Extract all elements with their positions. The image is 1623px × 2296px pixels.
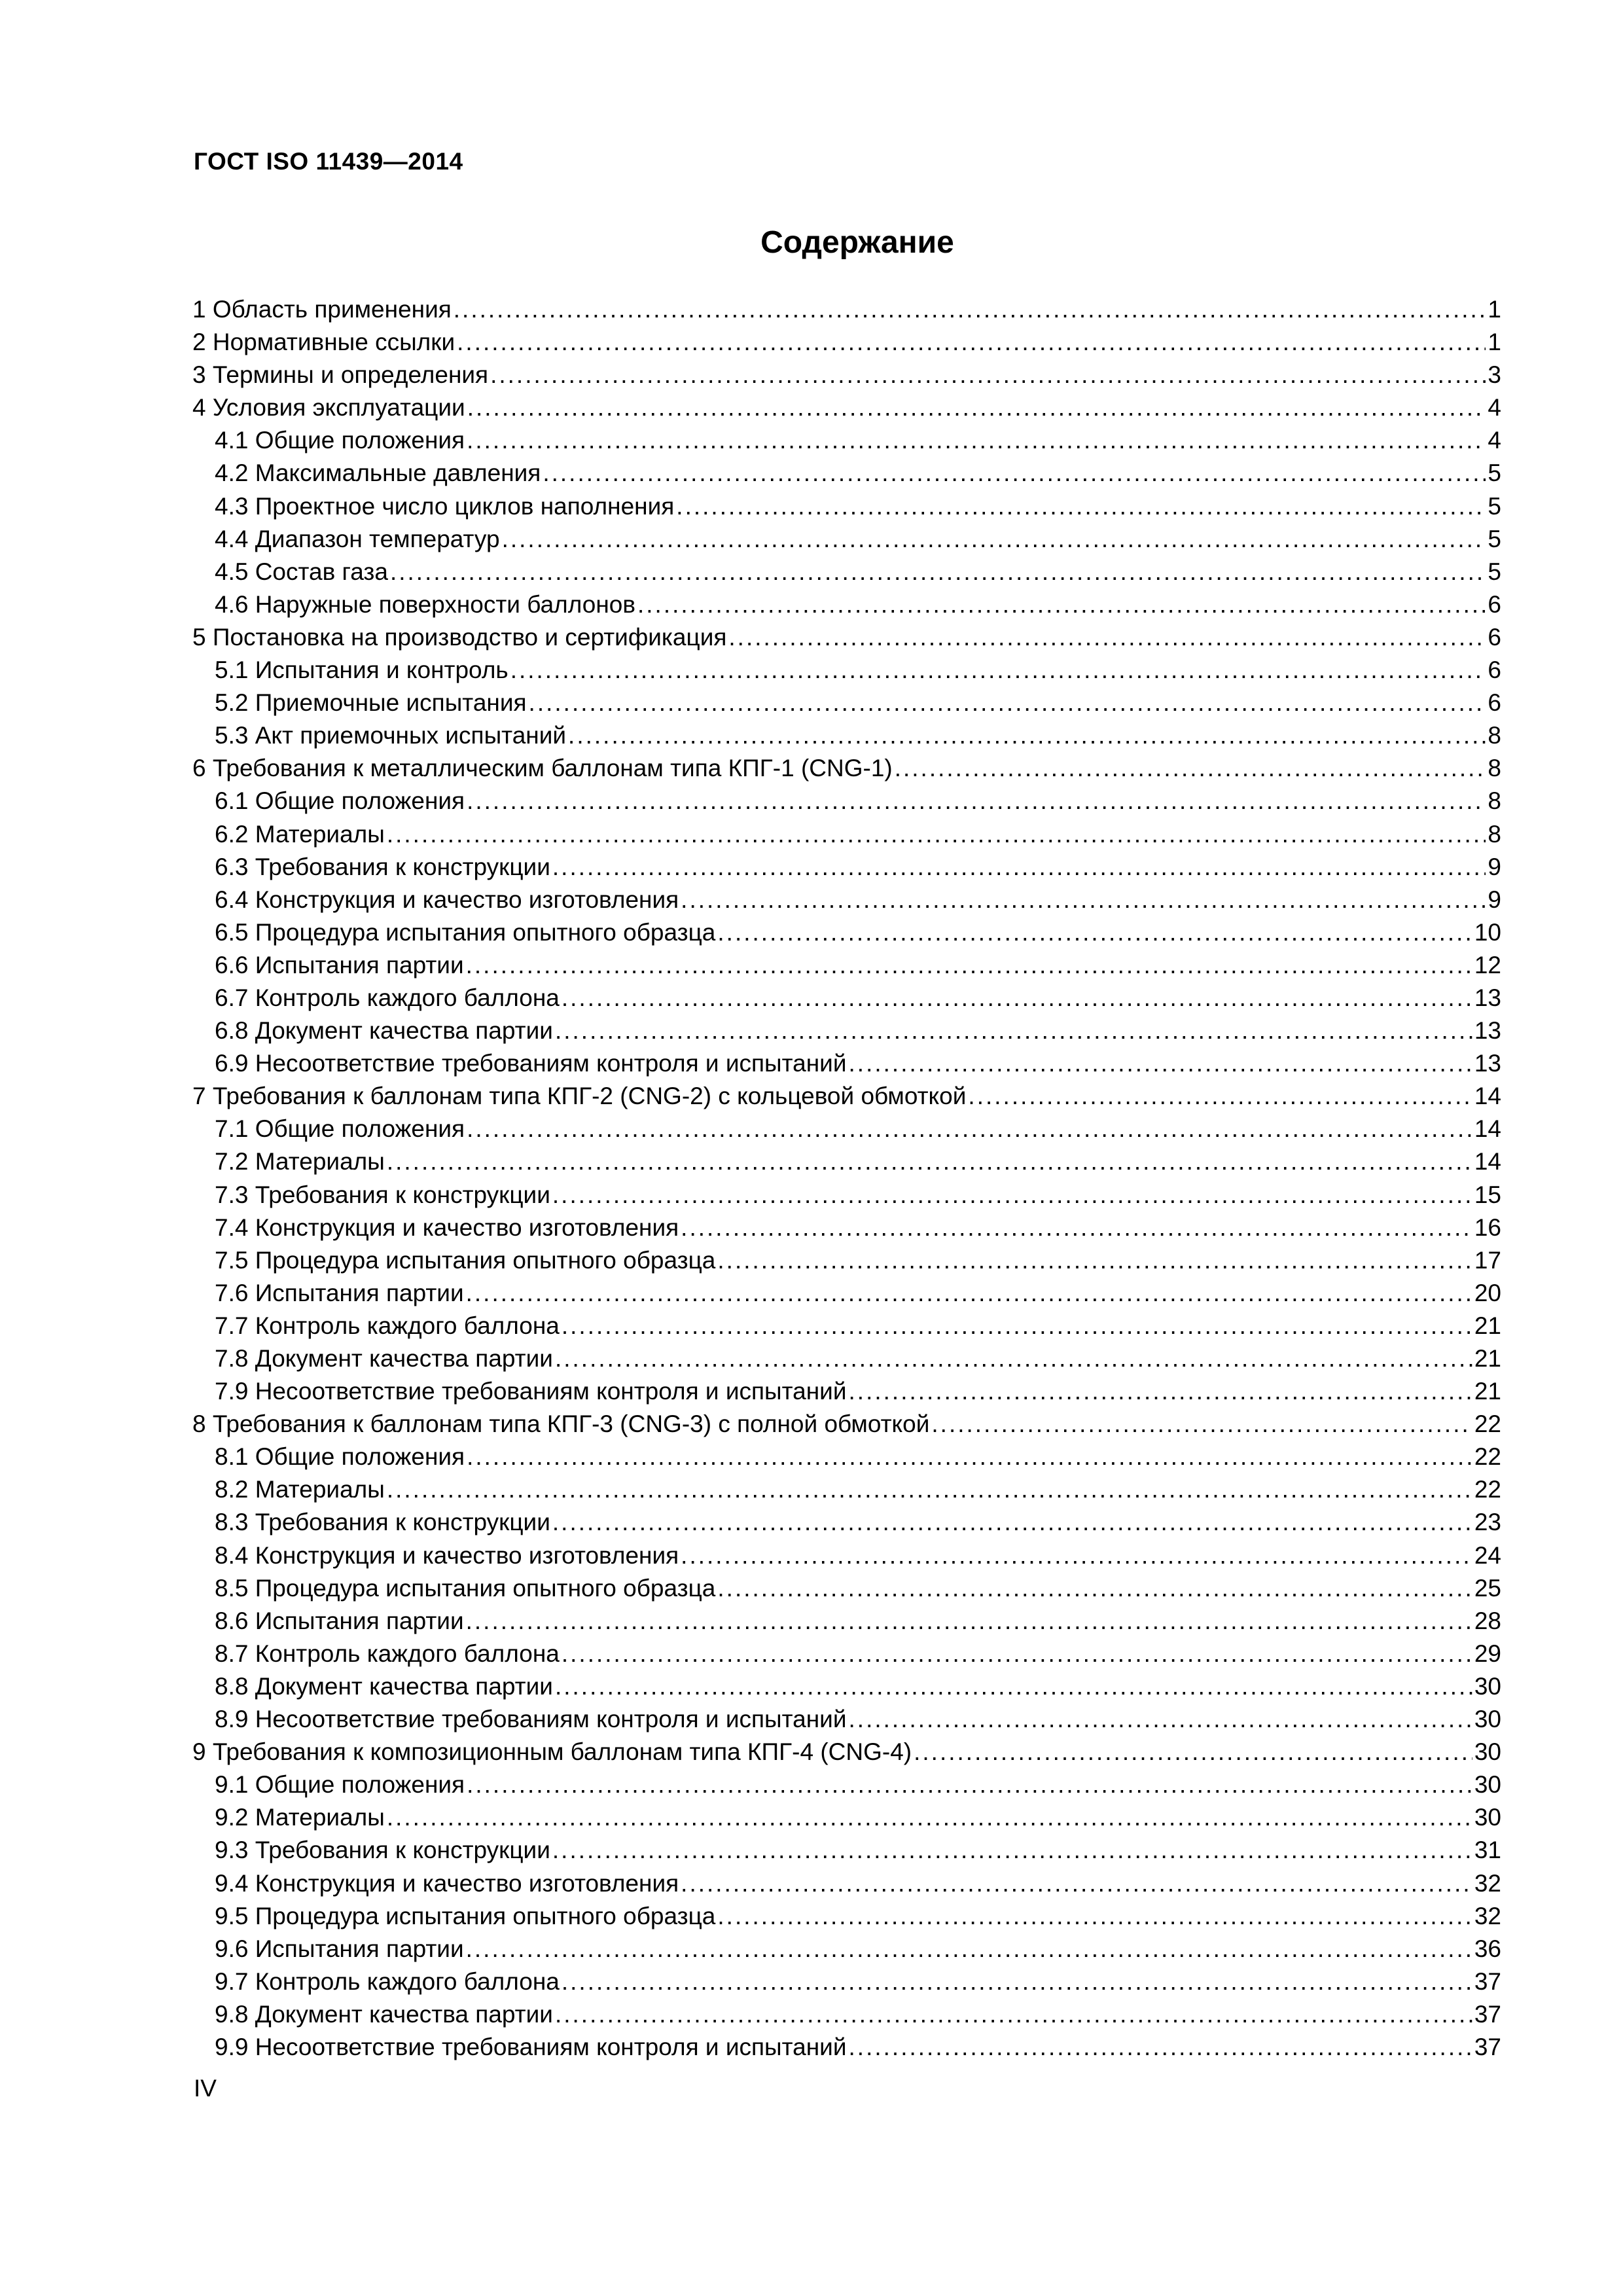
- toc-page-number: 13: [1474, 1050, 1501, 1077]
- toc-entry-title: 9 Требования к композиционным баллонам типа КПГ-4 (CNG-4): [192, 1738, 912, 1766]
- toc-subsection-entry[interactable]: [192, 1277, 1501, 1310]
- toc-page-number: 8: [1488, 787, 1501, 815]
- toc-subsection-entry[interactable]: [192, 1342, 1501, 1375]
- toc-dot-leader: [931, 1408, 1472, 1441]
- toc-subsection-entry[interactable]: [192, 1801, 1501, 1834]
- toc-page-number: 31: [1474, 1837, 1501, 1864]
- toc-entry-title: 7.3 Требования к конструкции: [215, 1181, 550, 1208]
- toc-subsection-entry[interactable]: [192, 1211, 1501, 1244]
- toc-entry-title: 8 Требования к баллонам типа КПГ-3 (CNG-3) с полной обмоткой: [192, 1410, 930, 1438]
- toc-dot-leader: [849, 1375, 1472, 1408]
- toc-page-number: 14: [1474, 1148, 1501, 1175]
- toc-page-number: 5: [1488, 525, 1501, 552]
- toc-section-entry[interactable]: [192, 621, 1501, 654]
- toc-entry-title: 5.1 Испытания и контроль: [215, 656, 508, 684]
- toc-page-number: 36: [1474, 1935, 1501, 1962]
- toc-subsection-entry[interactable]: [192, 1113, 1501, 1145]
- toc-entry-title: 6.9 Несоответствие требованиям контроля и испытаний: [215, 1050, 847, 1077]
- toc-subsection-entry[interactable]: [192, 1768, 1501, 1801]
- toc-dot-leader: [717, 1572, 1472, 1605]
- toc-subsection-entry[interactable]: [192, 1998, 1501, 2031]
- toc-page-number: 23: [1474, 1509, 1501, 1536]
- toc-section-entry[interactable]: [192, 1408, 1501, 1441]
- toc-dot-leader: [467, 391, 1486, 424]
- toc-entry-title: 6.1 Общие положения: [215, 787, 465, 815]
- toc-page-number: 12: [1474, 951, 1501, 978]
- toc-dot-leader: [390, 556, 1486, 588]
- toc-page-number: 32: [1474, 1869, 1501, 1897]
- toc-entry-title: 9.8 Документ качества партии: [215, 2000, 553, 2028]
- toc-section-entry[interactable]: [192, 359, 1501, 391]
- toc-page-number: 37: [1474, 2033, 1501, 2060]
- toc-dot-leader: [552, 851, 1486, 884]
- toc-subsection-entry[interactable]: [192, 1933, 1501, 1965]
- toc-entry-title: 7 Требования к баллонам типа КПГ-2 (CNG-2) с кольцевой обмоткой: [192, 1083, 967, 1110]
- toc-page-number: 4: [1488, 427, 1501, 454]
- toc-entry-title: 9.9 Несоответствие требованиям контроля и испытаний: [215, 2033, 847, 2060]
- toc-entry-title: 6.5 Процедура испытания опытного образца: [215, 918, 716, 946]
- toc-dot-leader: [895, 752, 1486, 785]
- toc-dot-leader: [454, 293, 1486, 326]
- toc-page-number: 15: [1474, 1181, 1501, 1208]
- page-number: IV: [194, 2075, 217, 2102]
- toc-page-number: 9: [1488, 853, 1501, 880]
- toc-dot-leader: [562, 1965, 1472, 1998]
- toc-dot-leader: [467, 785, 1486, 817]
- toc-page-number: 21: [1474, 1312, 1501, 1339]
- toc-dot-leader: [681, 1867, 1472, 1900]
- toc-entry-title: 4.1 Общие положения: [215, 427, 465, 454]
- toc-subsection-entry[interactable]: [192, 1900, 1501, 1933]
- toc-dot-leader: [510, 654, 1486, 687]
- toc-page-number: 14: [1474, 1083, 1501, 1110]
- toc-dot-leader: [728, 621, 1486, 654]
- toc-subsection-entry[interactable]: [192, 1605, 1501, 1638]
- toc-page-number: 30: [1474, 1706, 1501, 1733]
- toc-entry-title: 9.1 Общие положения: [215, 1771, 465, 1799]
- toc-dot-leader: [555, 1342, 1472, 1375]
- toc-dot-leader: [914, 1736, 1472, 1768]
- toc-dot-leader: [387, 1801, 1472, 1834]
- toc-entry-title: 2 Нормативные ссылки: [192, 329, 455, 356]
- toc-subsection-entry[interactable]: [192, 457, 1501, 490]
- toc-subsection-entry[interactable]: [192, 523, 1501, 556]
- toc-entry-title: 7.1 Общие положения: [215, 1115, 465, 1143]
- toc-page-number: 16: [1474, 1213, 1501, 1241]
- toc-dot-leader: [552, 1506, 1472, 1539]
- toc-page-number: 5: [1488, 459, 1501, 487]
- toc-subsection-entry[interactable]: [192, 1014, 1501, 1047]
- toc-section-entry[interactable]: [192, 326, 1501, 359]
- toc-subsection-entry[interactable]: [192, 1179, 1501, 1211]
- toc-dot-leader: [968, 1080, 1472, 1113]
- toc-dot-leader: [529, 687, 1486, 719]
- toc-entry-title: 8.5 Процедура испытания опытного образца: [215, 1574, 716, 1602]
- toc-page-number: 30: [1474, 1804, 1501, 1831]
- toc-page-number: 6: [1488, 590, 1501, 618]
- toc-page-number: 8: [1488, 722, 1501, 749]
- toc-page-number: 29: [1474, 1640, 1501, 1667]
- toc-entry-title: 4 Условия эксплуатации: [192, 394, 465, 422]
- toc-subsection-entry[interactable]: [192, 1539, 1501, 1572]
- toc-page-number: 10: [1474, 918, 1501, 946]
- toc-subsection-entry[interactable]: [192, 1473, 1501, 1506]
- toc-entry-title: 6.7 Контроль каждого баллона: [215, 984, 560, 1011]
- toc-entry-title: 4.6 Наружные поверхности баллонов: [215, 590, 635, 618]
- toc-page-number: 6: [1488, 656, 1501, 684]
- toc-page-number: 22: [1474, 1443, 1501, 1471]
- toc-entry-title: 8.7 Контроль каждого баллона: [215, 1640, 560, 1667]
- toc-entry-title: 8.6 Испытания партии: [215, 1607, 464, 1634]
- toc-page-number: 32: [1474, 1902, 1501, 1929]
- toc-subsection-entry[interactable]: [192, 982, 1501, 1014]
- toc-page-number: 30: [1474, 1738, 1501, 1766]
- toc-page-number: 24: [1474, 1541, 1501, 1569]
- toc-subsection-entry[interactable]: [192, 1145, 1501, 1178]
- toc-page-number: 28: [1474, 1607, 1501, 1634]
- toc-page-number: 13: [1474, 984, 1501, 1011]
- toc-subsection-entry[interactable]: [192, 1965, 1501, 1998]
- toc-entry-title: 7.2 Материалы: [215, 1148, 385, 1175]
- toc-dot-leader: [555, 1014, 1472, 1047]
- toc-entry-title: 5.3 Акт приемочных испытаний: [215, 722, 567, 749]
- toc-entry-title: 4.2 Максимальные давления: [215, 459, 541, 487]
- toc-section-entry[interactable]: [192, 752, 1501, 785]
- toc-entry-title: 6.6 Испытания партии: [215, 951, 464, 978]
- toc-dot-leader: [466, 1605, 1472, 1638]
- toc-entry-title: 7.5 Процедура испытания опытного образца: [215, 1246, 716, 1274]
- toc-subsection-entry[interactable]: [192, 1572, 1501, 1605]
- toc-entry-title: 4.4 Диапазон температур: [215, 525, 500, 552]
- toc-entry-title: 9.7 Контроль каждого баллона: [215, 1967, 560, 1995]
- toc-dot-leader: [490, 359, 1486, 391]
- toc-entry-title: 7.7 Контроль каждого баллона: [215, 1312, 560, 1339]
- toc-subsection-entry[interactable]: [192, 1310, 1501, 1342]
- toc-subsection-entry[interactable]: [192, 1441, 1501, 1473]
- toc-page-number: 1: [1488, 296, 1501, 323]
- toc-page-number: 13: [1474, 1017, 1501, 1045]
- toc-subsection-entry[interactable]: [192, 1375, 1501, 1408]
- toc-page-number: 17: [1474, 1246, 1501, 1274]
- toc-subsection-entry[interactable]: [192, 1867, 1501, 1900]
- toc-subsection-entry[interactable]: [192, 1047, 1501, 1080]
- toc-dot-leader: [717, 1900, 1472, 1933]
- toc-dot-leader: [681, 884, 1486, 916]
- toc-page-number: 8: [1488, 755, 1501, 782]
- toc-dot-leader: [467, 1768, 1472, 1801]
- toc-subsection-entry[interactable]: [192, 916, 1501, 949]
- toc-entry-title: 8.3 Требования к конструкции: [215, 1509, 550, 1536]
- toc-subsection-entry[interactable]: [192, 2031, 1501, 2064]
- toc-page-number: 5: [1488, 492, 1501, 520]
- toc-entry-title: 8.2 Материалы: [215, 1476, 385, 1503]
- toc-entry-title: 7.4 Конструкция и качество изготовления: [215, 1213, 679, 1241]
- toc-page-number: 21: [1474, 1345, 1501, 1372]
- toc-entry-title: 9.2 Материалы: [215, 1804, 385, 1831]
- toc-dot-leader: [552, 1834, 1472, 1867]
- toc-page-number: 22: [1474, 1410, 1501, 1438]
- toc-subsection-entry[interactable]: [192, 719, 1501, 752]
- toc-entry-title: 8.1 Общие положения: [215, 1443, 465, 1471]
- toc-entry-title: 6.8 Документ качества партии: [215, 1017, 553, 1045]
- toc-entry-title: 7.6 Испытания партии: [215, 1279, 464, 1306]
- toc-dot-leader: [637, 588, 1486, 621]
- toc-page-number: 9: [1488, 886, 1501, 913]
- toc-dot-leader: [467, 1113, 1472, 1145]
- toc-entry-title: 4.3 Проектное число циклов наполнения: [215, 492, 675, 520]
- toc-page-number: 25: [1474, 1574, 1501, 1602]
- toc-section-entry[interactable]: [192, 1736, 1501, 1768]
- toc-page-number: 1: [1488, 329, 1501, 356]
- toc-dot-leader: [849, 1047, 1472, 1080]
- toc-subsection-entry[interactable]: [192, 490, 1501, 523]
- toc-dot-leader: [543, 457, 1486, 490]
- toc-entry-title: 9.4 Конструкция и качество изготовления: [215, 1869, 679, 1897]
- toc-entry-title: 8.8 Документ качества партии: [215, 1672, 553, 1700]
- toc-entry-title: 5.2 Приемочные испытания: [215, 689, 527, 717]
- toc-subsection-entry[interactable]: [192, 884, 1501, 916]
- toc-dot-leader: [466, 1277, 1472, 1310]
- toc-subsection-entry[interactable]: [192, 556, 1501, 588]
- toc-page-number: 6: [1488, 623, 1501, 651]
- toc-entry-title: 6.4 Конструкция и качество изготовления: [215, 886, 679, 913]
- toc-dot-leader: [562, 1310, 1472, 1342]
- toc-entry-title: 6.2 Материалы: [215, 820, 385, 848]
- toc-dot-leader: [717, 1244, 1472, 1277]
- toc-dot-leader: [681, 1539, 1472, 1572]
- toc-dot-leader: [466, 949, 1472, 982]
- toc-entry-title: 5 Постановка на производство и сертификация: [192, 623, 727, 651]
- table-of-contents: [192, 293, 1501, 2064]
- toc-dot-leader: [562, 1638, 1472, 1670]
- toc-dot-leader: [466, 1933, 1472, 1965]
- toc-dot-leader: [387, 818, 1486, 851]
- toc-section-entry[interactable]: [192, 293, 1501, 326]
- toc-subsection-entry[interactable]: [192, 588, 1501, 621]
- toc-page-number: 30: [1474, 1672, 1501, 1700]
- toc-dot-leader: [467, 1441, 1472, 1473]
- toc-subsection-entry[interactable]: [192, 1670, 1501, 1703]
- toc-dot-leader: [552, 1179, 1472, 1211]
- toc-dot-leader: [387, 1145, 1472, 1178]
- toc-section-entry[interactable]: [192, 391, 1501, 424]
- toc-entry-title: 1 Область применения: [192, 296, 452, 323]
- toc-dot-leader: [681, 1211, 1472, 1244]
- document-code-header: ГОСТ ISO 11439—2014: [194, 148, 463, 175]
- toc-entry-title: 9.6 Испытания партии: [215, 1935, 464, 1962]
- toc-dot-leader: [849, 1703, 1472, 1736]
- toc-page-number: 37: [1474, 1967, 1501, 1995]
- toc-dot-leader: [387, 1473, 1472, 1506]
- toc-dot-leader: [562, 982, 1472, 1014]
- toc-subsection-entry[interactable]: [192, 424, 1501, 457]
- toc-dot-leader: [568, 719, 1486, 752]
- toc-entry-title: 8.9 Несоответствие требованиям контроля и испытаний: [215, 1706, 847, 1733]
- toc-entry-title: 7.8 Документ качества партии: [215, 1345, 553, 1372]
- toc-page-number: 37: [1474, 2000, 1501, 2028]
- toc-entry-title: 6.3 Требования к конструкции: [215, 853, 550, 880]
- toc-dot-leader: [555, 1670, 1472, 1703]
- toc-page-number: 20: [1474, 1279, 1501, 1306]
- toc-subsection-entry[interactable]: [192, 851, 1501, 884]
- toc-page-number: 8: [1488, 820, 1501, 848]
- toc-page-number: 5: [1488, 558, 1501, 585]
- toc-page-number: 22: [1474, 1476, 1501, 1503]
- toc-subsection-entry[interactable]: [192, 1506, 1501, 1539]
- toc-page-number: 30: [1474, 1771, 1501, 1799]
- toc-page-number: 4: [1488, 394, 1501, 422]
- toc-dot-leader: [457, 326, 1486, 359]
- toc-dot-leader: [502, 523, 1486, 556]
- toc-entry-title: 9.3 Требования к конструкции: [215, 1837, 550, 1864]
- toc-entry-title: 8.4 Конструкция и качество изготовления: [215, 1541, 679, 1569]
- toc-dot-leader: [467, 424, 1486, 457]
- toc-subsection-entry[interactable]: [192, 949, 1501, 982]
- toc-subsection-entry[interactable]: [192, 1244, 1501, 1277]
- toc-subsection-entry[interactable]: [192, 818, 1501, 851]
- toc-entry-title: 9.5 Процедура испытания опытного образца: [215, 1902, 716, 1929]
- toc-dot-leader: [849, 2031, 1472, 2064]
- toc-subsection-entry[interactable]: [192, 1834, 1501, 1867]
- toc-subsection-entry[interactable]: [192, 785, 1501, 817]
- toc-entry-title: 3 Термины и определения: [192, 361, 489, 389]
- toc-page-number: 21: [1474, 1378, 1501, 1405]
- toc-page-number: 14: [1474, 1115, 1501, 1143]
- toc-subsection-entry[interactable]: [192, 1703, 1501, 1736]
- toc-dot-leader: [717, 916, 1472, 949]
- toc-subsection-entry[interactable]: [192, 687, 1501, 719]
- toc-entry-title: 7.9 Несоответствие требованиям контроля и испытаний: [215, 1378, 847, 1405]
- toc-subsection-entry[interactable]: [192, 654, 1501, 687]
- toc-entry-title: 6 Требования к металлическим баллонам типа КПГ-1 (CNG-1): [192, 755, 893, 782]
- toc-entry-title: 4.5 Состав газа: [215, 558, 388, 585]
- page-title: Содержание: [760, 225, 954, 260]
- toc-dot-leader: [555, 1998, 1472, 2031]
- toc-page-number: 6: [1488, 689, 1501, 717]
- toc-dot-leader: [676, 490, 1486, 523]
- toc-section-entry[interactable]: [192, 1080, 1501, 1113]
- toc-subsection-entry[interactable]: [192, 1638, 1501, 1670]
- toc-page-number: 3: [1488, 361, 1501, 389]
